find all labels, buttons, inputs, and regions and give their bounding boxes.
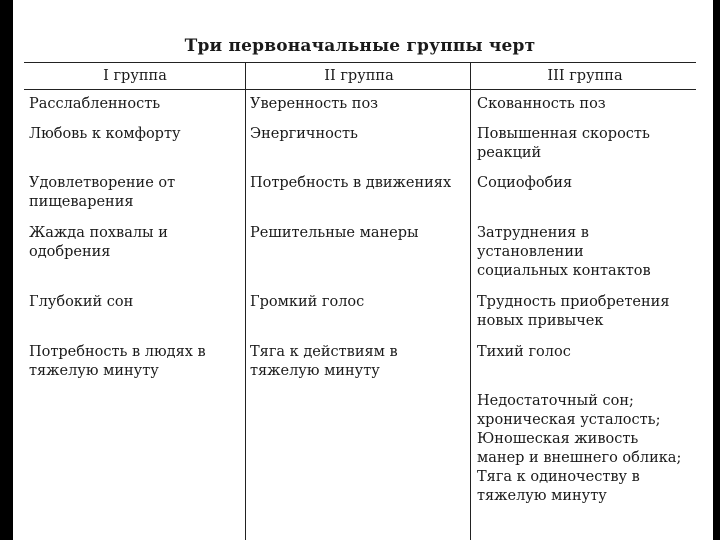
table-cell: Затруднения в установлении социальных контактов [477,225,651,279]
table-cell: Уверенность поз [250,96,379,112]
table-cell: Повышенная скорость реакций [477,126,650,161]
table-cell: Социофобия [477,175,573,191]
table-top-rule [24,62,696,63]
table-cell: Жажда похвалы и одобрения [29,225,168,260]
table-cell: Потребность в людях в тяжелую минуту [29,344,206,379]
column-header-2: II группа [324,68,394,84]
left-frame-border [0,0,13,540]
table-cell: Глубокий сон [29,294,134,310]
table-cell: Тяга к действиям в тяжелую минуту [250,344,398,379]
table-cell: Потребность в движениях [250,175,452,191]
right-frame-border [713,0,720,540]
table-cell: Громкий голос [250,294,365,310]
header-rule [24,89,696,90]
table-cell: Решительные манеры [250,225,419,241]
table-cell: Трудность приобретения новых привычек [477,294,670,329]
column-divider-2 [470,62,471,540]
column-header-1: I группа [103,68,167,84]
table-cell: Тихий голос [477,344,571,360]
table-cell: Недостаточный сон; хроническая усталость; Юношеская живость манер и внешнего облика; Тяга к одиночеству в тяжелую минуту [477,393,682,504]
table-title: Три первоначальные группы черт [184,36,536,56]
traits-table [24,62,696,540]
table-cell: Любовь к комфорту [29,126,181,142]
table-cell: Удовлетворение от пищеварения [29,175,176,210]
column-divider-1 [245,62,246,540]
table-cell: Энергичность [250,126,358,142]
table-cell: Скованность поз [477,96,606,112]
column-header-3: III группа [547,68,623,84]
table-cell: Расслабленность [29,96,161,112]
